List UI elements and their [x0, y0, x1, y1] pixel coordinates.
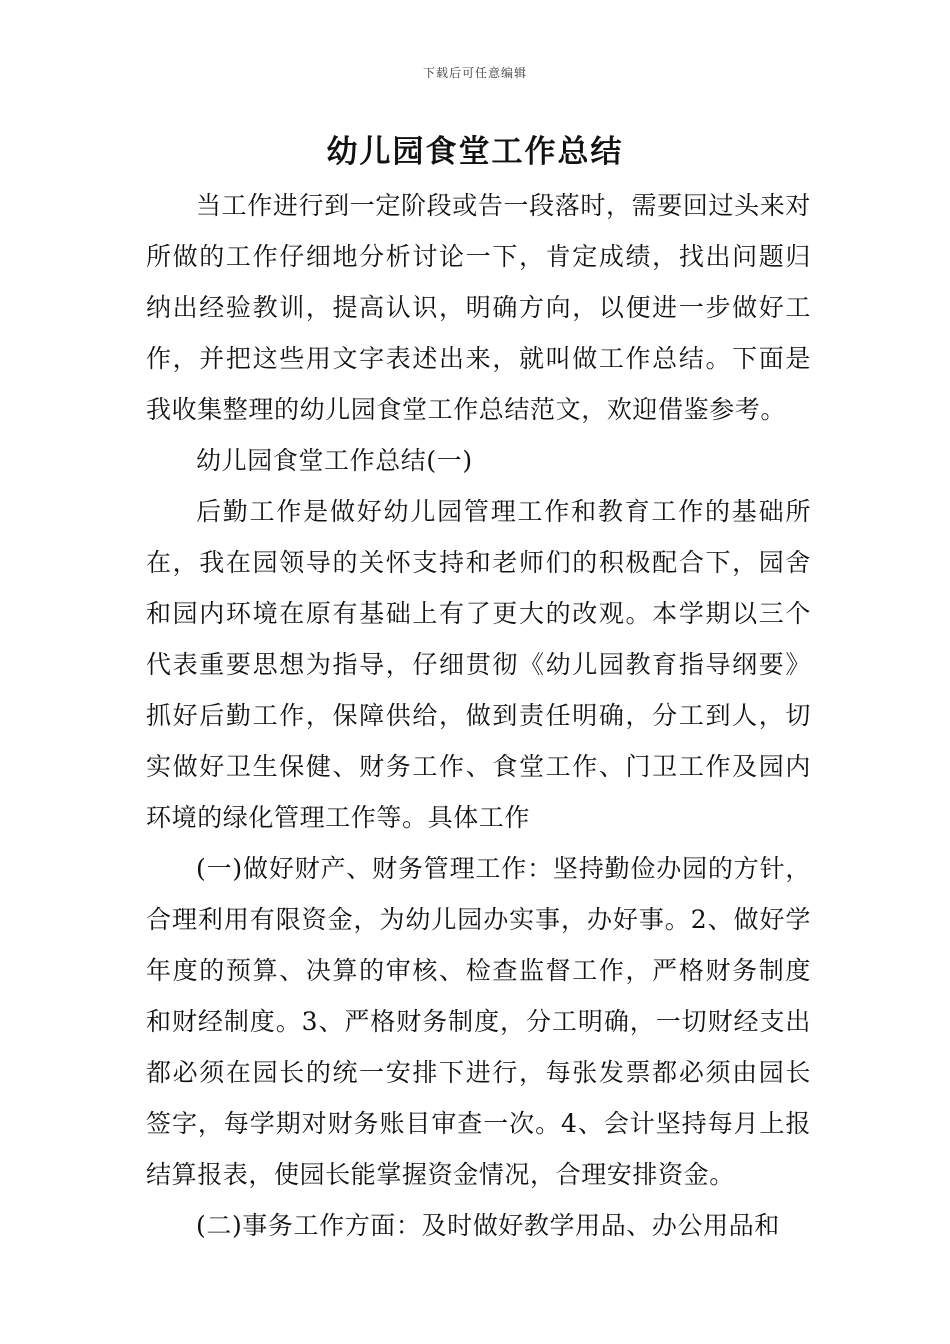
intro-paragraph: 当工作进行到一定阶段或告一段落时，需要回过头来对所做的工作仔细地分析讨论一下，肯定成绩，找出问题归纳出经验教训，提高认识，明确方向，以便进一步做好工作，并把这些用文字表述出来，就叫做工作总结。下面是我收集整理的幼儿园食堂工作总结范文，欢迎借鉴参考。 [146, 191, 811, 424]
document-body [146, 180, 811, 1251]
body-paragraph: 后勤工作是做好幼儿园管理工作和教育工作的基础所在，我在园领导的关怀支持和老师们的积极配合下，园舍和园内环境在原有基础上有了更大的改观。本学期以三个代表重要思想为指导，仔细贯彻《幼儿园教育指导纲要》抓好后勤工作，保障供给，做到责任明确，分工到人，切实做好卫生保健、财务工作、食堂工作、门卫工作及园内环境的绿化管理工作等。具体工作 [146, 497, 811, 832]
header-note: 下载后可任意编辑 [422, 66, 527, 80]
body-paragraph: (一)做好财产、财务管理工作：坚持勤俭办园的方针，合理利用有限资金，为幼儿园办实事，办好事。2、做好学年度的预算、决算的审核、检查监督工作，严格财务制度和财经制度。3、严格财务制度，分工明确，一切财经支出都必须在园长的统一安排下进行，每张发票都必须由园长签字，每学期对财务账目审查一次。4、会计坚持每月上报结算报表，使园长能掌握资金情况，合理安排资金。 [146, 854, 811, 1189]
body-paragraph: (二)事务工作方面：及时做好教学用品、办公用品和 [196, 1211, 780, 1240]
section-heading: 幼儿园食堂工作总结(一) [196, 446, 473, 475]
document-title: 幼儿园食堂工作总结 [326, 134, 624, 170]
